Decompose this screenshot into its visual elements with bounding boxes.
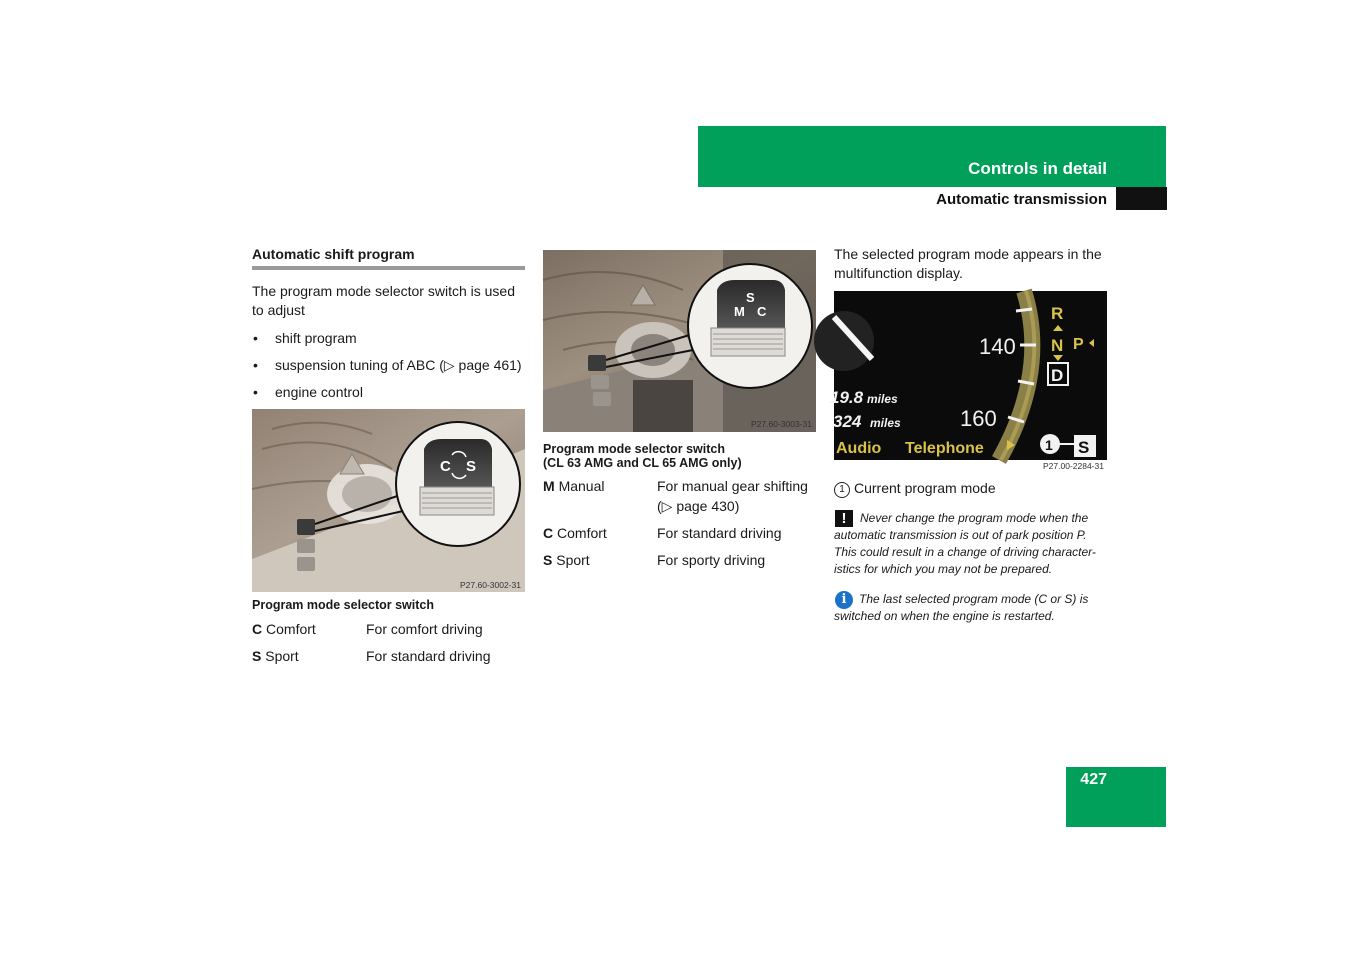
bullet-item: • shift program	[275, 330, 357, 346]
table-row-desc: For sporty driving	[657, 552, 766, 568]
switch-label-m: M	[734, 304, 745, 319]
info-line1: The last selected program mode (C or S) is	[859, 592, 1089, 606]
odometer-unit-2: miles	[870, 416, 901, 430]
switch-label-c: C	[757, 304, 767, 319]
table-row-desc: For manual gear shifting	[657, 478, 808, 494]
menu-audio: Audio	[836, 440, 882, 457]
page-number: 427	[1080, 771, 1107, 788]
warning-icon: !	[835, 510, 853, 527]
speed-160: 160	[960, 406, 997, 431]
table-row-desc: For comfort driving	[366, 621, 483, 637]
section-title: Automatic transmission	[936, 191, 1107, 208]
warning-line1: Never change the program mode when the	[860, 511, 1089, 525]
warning-line3: This could result in a change of driving character-	[834, 545, 1096, 559]
switch-label-c: C	[440, 458, 451, 475]
warning-line2: automatic transmission is out of park position P.	[834, 528, 1087, 542]
section-marker	[1116, 187, 1167, 210]
bullet-item: • suspension tuning of ABC (▷ page 461)	[275, 357, 522, 374]
chapter-title: Controls in detail	[968, 159, 1107, 178]
figure-caption: Program mode selector switch	[252, 598, 435, 612]
switch-label-s: S	[746, 290, 755, 305]
figure-code: P27.00-2284-31	[1043, 461, 1104, 471]
odometer-value-2: 324	[833, 412, 862, 431]
figure-code: P27.60-3003-31	[751, 419, 812, 429]
gear-d: D	[1051, 366, 1064, 385]
table-row-desc-cont: (▷ page 430)	[657, 498, 740, 514]
legend-number: 1	[834, 482, 850, 498]
gear-p: P	[1073, 336, 1084, 353]
info-line2: switched on when the engine is restarted.	[834, 609, 1055, 623]
info-icon: i	[835, 591, 853, 609]
multifunction-display	[830, 291, 1107, 460]
section-heading: Automatic shift program	[252, 246, 415, 262]
legend-text: Current program mode	[854, 480, 996, 496]
table-row-key: S Sport	[252, 648, 299, 664]
table-row-key: S Sport	[543, 552, 590, 568]
figure-caption-line1: Program mode selector switch	[543, 442, 726, 456]
warning-line4: istics for which you may not be prepared.	[834, 562, 1053, 576]
gear-r: R	[1051, 304, 1064, 323]
switch-photo-2	[543, 250, 816, 432]
gear-n: N	[1051, 336, 1064, 355]
switch-photo-1	[252, 409, 525, 592]
bullet-item: • engine control	[275, 384, 363, 400]
switch-label-s: S	[466, 458, 477, 475]
intro-text-line1: The selected program mode appears in the	[834, 246, 1102, 262]
figure-code: P27.60-3002-31	[460, 580, 521, 590]
mode-indicator: S	[1078, 438, 1090, 457]
table-row-key: C Comfort	[252, 621, 316, 637]
intro-text: The program mode selector switch is used to adjust	[252, 283, 515, 318]
figure-caption-line2: (CL 63 AMG and CL 65 AMG only)	[543, 456, 742, 470]
legend-item	[834, 479, 996, 498]
speed-140: 140	[979, 334, 1016, 359]
odometer-unit-1: miles	[867, 392, 898, 406]
menu-telephone: Telephone	[905, 440, 984, 457]
table-row-key: M Manual	[543, 478, 605, 494]
callout-number: 1	[1045, 437, 1053, 453]
table-row-desc: For standard driving	[657, 525, 782, 541]
intro-text-line2: multifunction display.	[834, 265, 963, 281]
heading-rule	[252, 266, 525, 270]
table-row-key: C Comfort	[543, 525, 607, 541]
odometer-value-1: 19.8	[830, 388, 864, 407]
table-row-desc: For standard driving	[366, 648, 491, 664]
